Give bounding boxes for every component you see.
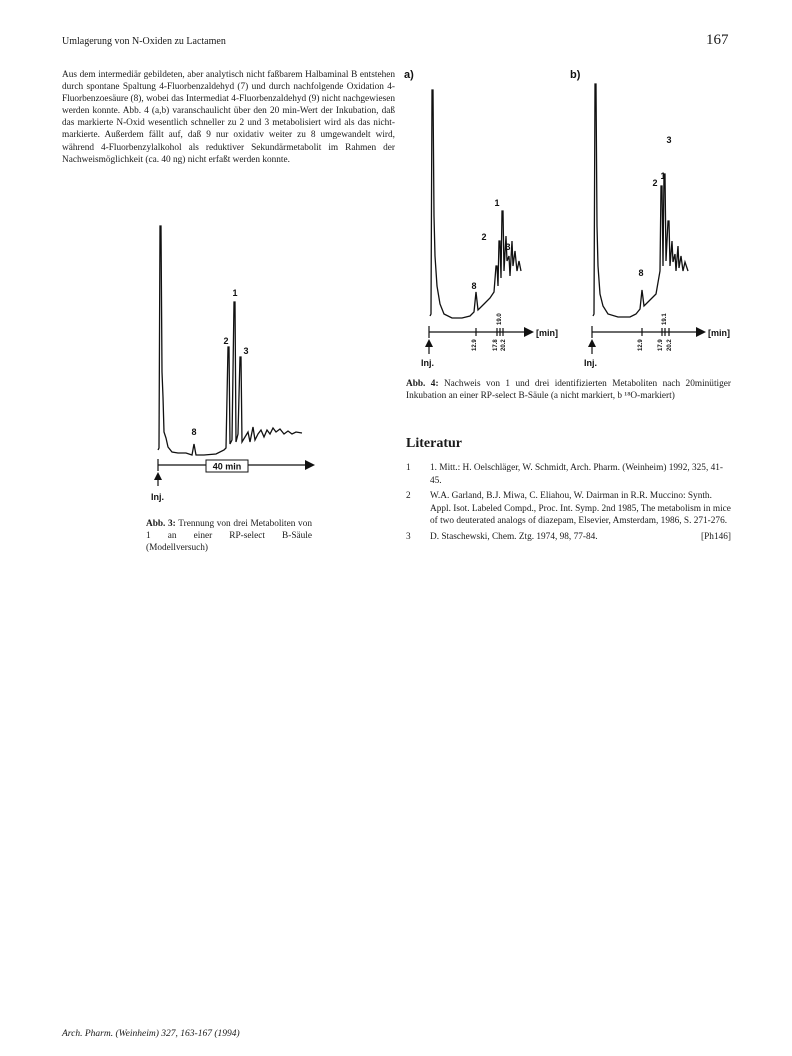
fig4b-tick-label-12.9: 12.9 (638, 339, 644, 351)
fig3-peak-label-2: 2 (223, 336, 229, 346)
fig4a-axis-unit: [min] (536, 328, 558, 338)
fig4a-peak-label-3: 3 (505, 242, 511, 252)
reference-text: W.A. Garland, B.J. Miwa, C. Eliahou, W. Dairman in R.R. Muccino: Synth. Appl. Isot. Labeled Compd., Proc. Int. Symp. 2nd 1985, The metabolism in mice of two deuterated analogs of diazepam, Elsevier, Amsterdam, 1986, S. 271-276. (430, 491, 731, 527)
figure4a-chromatogram (402, 66, 572, 371)
fig4a-tick-label-19.0: 19.0 (497, 313, 503, 325)
reference-text: D. Staschewski, Chem. Ztg. 1974, 98, 77-84. (430, 531, 598, 542)
figure4b-chromatogram (568, 66, 738, 371)
fig4a-peak-label-8: 8 (471, 281, 477, 291)
fig4b-peak-label-1: 1 (660, 171, 666, 181)
figure4-caption (406, 378, 731, 402)
fig3-axis-arrowhead (305, 460, 315, 470)
fig3-inj-arrowhead (154, 472, 162, 480)
reference-number: 2 (406, 491, 411, 502)
fig4b-tick-label-19.1: 19.1 (662, 313, 668, 325)
reference-number: 1 (406, 463, 411, 473)
journal-footer: Arch. Pharm. (Weinheim) 327, 163-167 (1994) (62, 1029, 240, 1039)
fig4b-inj-arrowhead (588, 339, 596, 347)
intro-paragraph (62, 69, 395, 166)
reference-text: 1. Mitt.: H. Oelschläger, W. Schmidt, Arch. Pharm. (Weinheim) 1992, 325, 41-45. (430, 463, 723, 486)
figure3-caption-text: Trennung von drei Metaboliten von 1 an einer RP-select B-Säule (Modellversuch) (146, 519, 312, 553)
fig4a-peak-label-2: 2 (481, 232, 487, 242)
fig3-peak-label-8: 8 (191, 427, 197, 437)
fig4a-inj-label: Inj. (421, 358, 434, 368)
fig4a-inj-arrowhead (425, 339, 433, 347)
fig4b-axis-arrowhead (696, 327, 706, 337)
reference-item (406, 462, 731, 487)
fig4a-peak-label-1: 1 (494, 198, 500, 208)
fig4a-tick-label-17.8: 17.8 (493, 339, 499, 351)
fig4b-tick-label-17.9: 17.9 (658, 339, 664, 351)
running-head: Umlagerung von N-Oxiden zu Lactamen (62, 36, 226, 47)
manuscript-code: [Ph146] (701, 531, 731, 542)
fig3-inj-label: Inj. (151, 492, 164, 502)
reference-item (406, 490, 731, 528)
fig4b-peak-label-3: 3 (666, 135, 672, 145)
fig4b-peak-label-8: 8 (638, 268, 644, 278)
fig4a-tick-label-12.9: 12.9 (472, 339, 478, 351)
fig4b-tick-label-20.2: 20.2 (667, 339, 673, 351)
intro-paragraph-text: Aus dem intermediär gebildeten, aber analytisch nicht faßbarem Halbaminal B entstehen durch spontane Spaltung 4-Fluorbenzaldehyd (7) und durch nachfolgende Oxidation 4-Fluorbenzoesäure (8), wobei das Intermediat 4-Fluorbenzaldehyd (9) nicht nachgewiesen werden konnte. Abb. 4 (a,b) varanschaulicht über den 20 min-Wert der Inkubation, daß das markierte N-Oxid wesentlich schneller zu 2 und 3 metabolisiert wird als das nicht-markierte. Außerdem fällt auf, daß 9 nur oxidativ weiter zu 8 umgewandelt wird, während 4-Fluorbenzylalkohol als reduktiver Sekundärmetabolit im Rahmen der Nachweismöglichkeit (ca. 40 ng) nicht erfaßt werden konnte. (62, 70, 395, 165)
fig3-peak-label-3: 3 (243, 346, 249, 356)
fig4b-peak-label-2: 2 (652, 178, 658, 188)
figure3-caption-label: Abb. 3: (146, 519, 176, 529)
reference-number: 3 (406, 531, 411, 542)
figure3-chromatogram (140, 222, 320, 512)
fig4b-axis-unit: [min] (708, 328, 730, 338)
reference-item (406, 531, 731, 544)
fig4a-tick-label-20.2: 20.2 (501, 339, 507, 351)
figure4-caption-label: Abb. 4: (406, 379, 439, 389)
figure4-caption-text: Nachweis von 1 und drei identifizierten Metaboliten nach 20minütiger Inkubation an einer RP-select B-Säule (a nicht markiert, b ¹⁸O-markiert) (406, 379, 731, 401)
literature-heading: Literatur (406, 436, 462, 451)
fig4b-trace (593, 84, 688, 317)
fig4b-inj-label: Inj. (584, 358, 597, 368)
fig4b-panel-label: b) (570, 69, 581, 81)
page-number: 167 (706, 32, 729, 48)
reference-list (406, 462, 731, 547)
fig4a-panel-label: a) (404, 69, 414, 81)
fig3-trace (158, 226, 302, 455)
fig3-peak-label-1: 1 (232, 288, 238, 298)
figure3-caption (146, 518, 312, 554)
fig3-time-box-label: 40 min (212, 461, 242, 472)
fig4a-axis-arrowhead (524, 327, 534, 337)
